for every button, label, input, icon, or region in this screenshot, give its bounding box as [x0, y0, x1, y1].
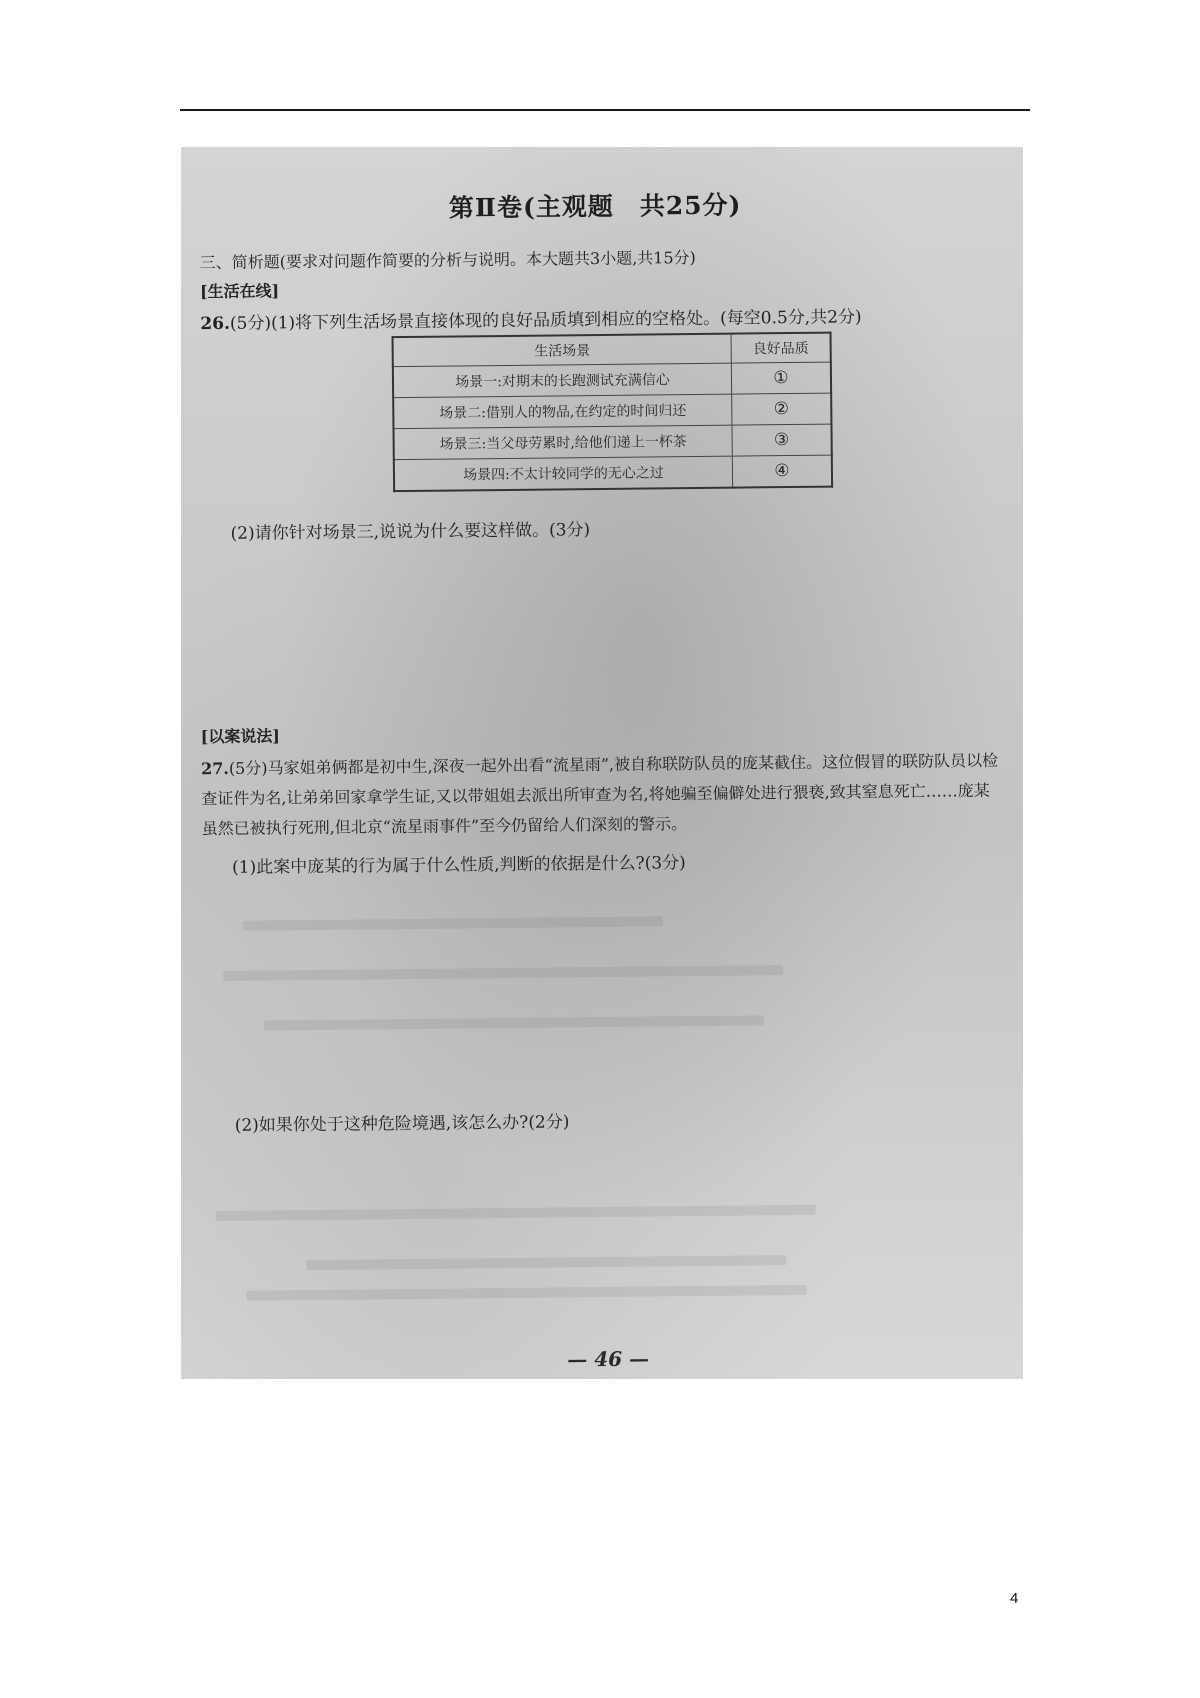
quality-blank-cell: ①: [731, 362, 831, 394]
bleed-through-mark: [216, 1205, 816, 1221]
bleed-through-mark: [264, 1015, 764, 1030]
question-27-part-1: (1)此案中庞某的行为属于什么性质,判断的依据是什么?(3分): [231, 853, 686, 878]
table-row: [393, 424, 831, 460]
question-27-text: (5分)马家姐弟俩都是初中生,深夜一起外出看“流星雨”,被自称联防队员的庞某截住。这位假冒的联防队员以检查证件为名,让弟弟回家拿学生证,又以带姐姐去派出所审查为名,将她骗至偏僻处进行猥亵,致其窒息死亡……庞某虽然已被执行死刑,但北京“流星雨事件”至今仍留给人们深刻的警示。: [201, 750, 999, 839]
scene-cell: 场景三:当父母劳累时,给他们递上一杯茶: [393, 425, 732, 460]
life-scenes-table: [392, 332, 834, 493]
document-page-number: 4: [1010, 1590, 1019, 1607]
tag-case-law: [以案说法]: [200, 726, 280, 747]
table-header-row: [393, 333, 831, 367]
quality-blank-cell: ②: [732, 393, 832, 425]
quality-blank-cell: ③: [732, 424, 832, 456]
table-row: [393, 393, 831, 429]
question-27-stem: [201, 746, 1002, 844]
table-row: [393, 362, 831, 398]
exam-part-title: 第Ⅱ卷(主观题 共25分): [448, 190, 742, 223]
bleed-through-mark: [306, 1255, 786, 1270]
question-27-number: 27.: [200, 758, 229, 779]
scene-cell: 场景一:对期末的长跑测试充满信心: [393, 363, 732, 398]
scene-cell: 场景四:不太计较同学的无心之过: [394, 456, 733, 491]
table-row: [394, 455, 832, 491]
question-27-part-2: (2)如果你处于这种危险境遇,该怎么办?(2分): [234, 1112, 570, 1136]
bleed-through-mark: [223, 965, 783, 981]
bleed-through-mark: [243, 916, 663, 930]
header-rule: [180, 109, 1030, 111]
scene-cell: 场景二:借别人的物品,在约定的时间归还: [393, 394, 732, 429]
question-26-stem: [200, 302, 861, 334]
exam-page-number: — 46 —: [567, 1346, 650, 1372]
header-life-scene: 生活场景: [393, 334, 732, 367]
quality-blank-cell: ④: [732, 455, 832, 488]
scanned-exam-photo: [181, 147, 1023, 1379]
tag-life-online: [生活在线]: [199, 281, 280, 302]
bleed-through-mark: [247, 1285, 807, 1301]
question-26-number: 26.: [200, 313, 231, 335]
header-good-quality: 良好品质: [731, 333, 831, 364]
section-heading: 三、简析题(要求对问题作简要的分析与说明。本大题共3小题,共15分): [199, 247, 696, 273]
question-26-part-2: (2)请你针对场景三,说说为什么要这样做。(3分): [230, 520, 591, 544]
question-26-text: (5分)(1)将下列生活场景直接体现的良好品质填到相应的空格处。(每空0.5分,共2分): [229, 307, 862, 334]
